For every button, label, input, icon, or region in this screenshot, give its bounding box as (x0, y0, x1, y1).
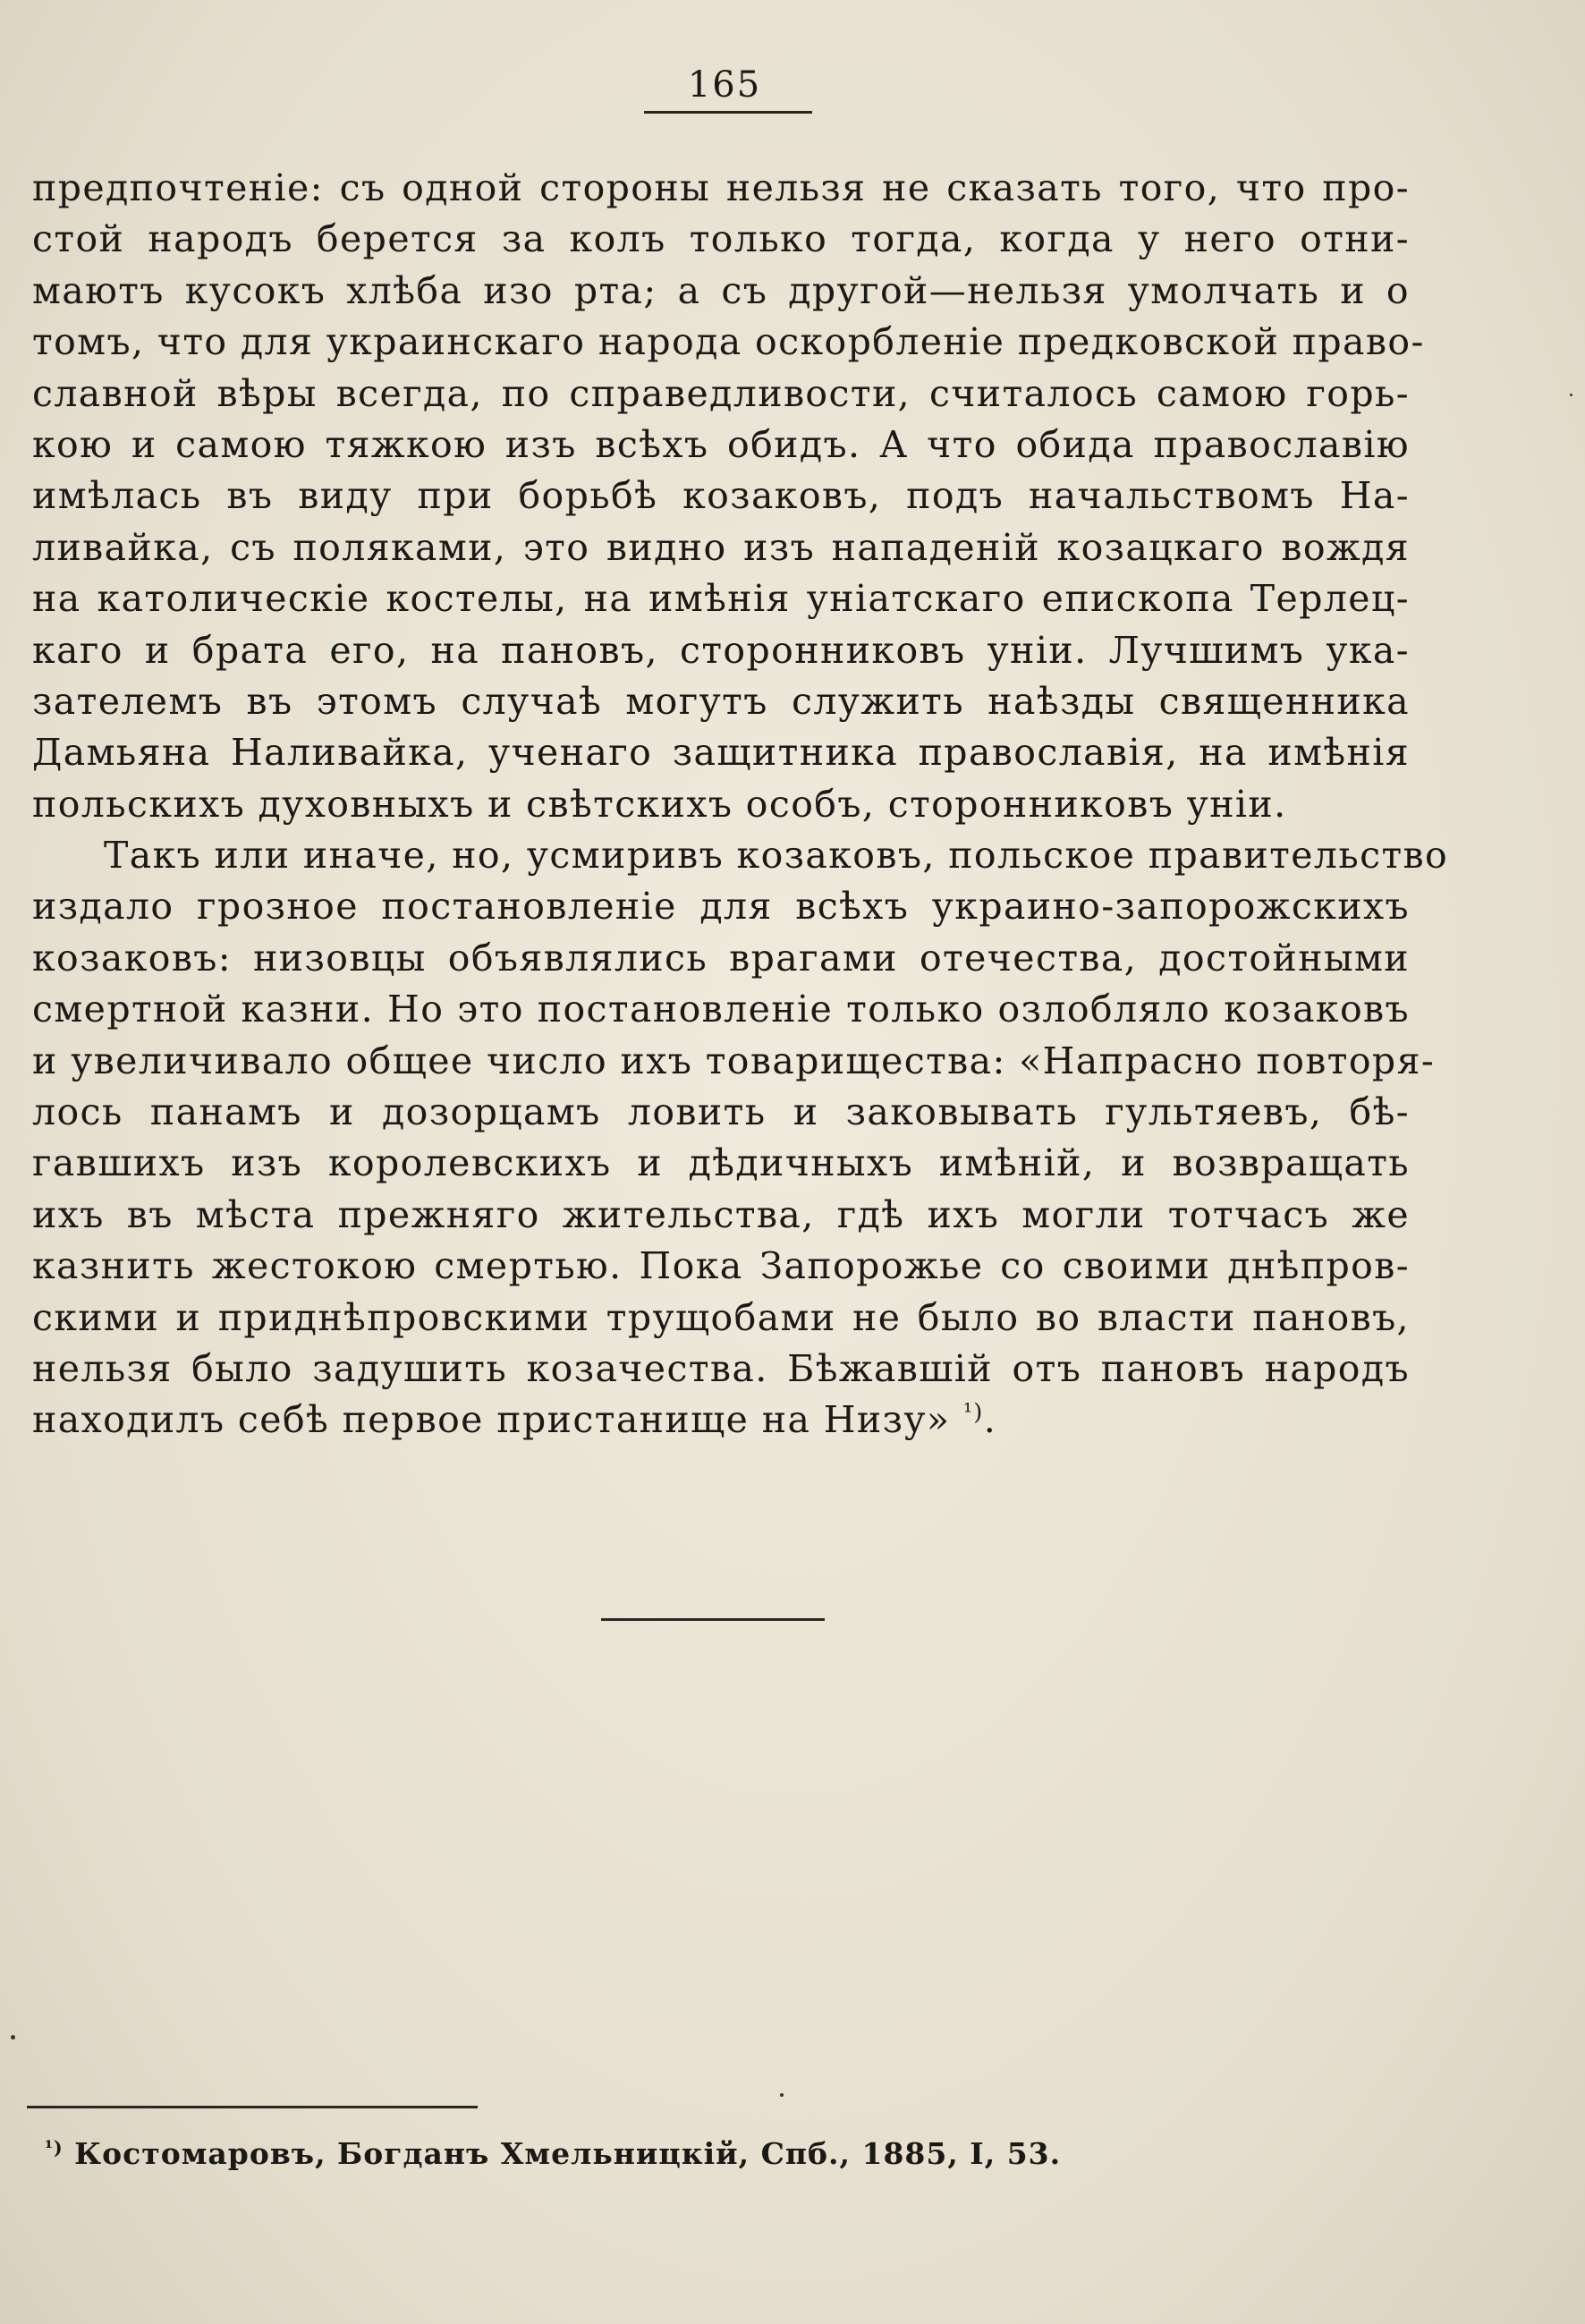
text-line: казнить жестокою смертью. Пока Запорожье со своими днѣпров- (32, 1244, 1410, 1288)
footnote-marker: ¹) (45, 2136, 64, 2159)
text-line: имѣлась въ виду при борьбѣ козаковъ, подъ начальствомъ На- (32, 474, 1410, 518)
paper-speck (780, 2093, 784, 2097)
text-line: польскихъ духовныхъ и свѣтскихъ особъ, сторонниковъ уніи. (32, 782, 1287, 826)
text-line: стой народъ берется за колъ только тогда, когда у него отни- (32, 217, 1410, 261)
text-line: издало грозное постановленіе для всѣхъ украино-запорожскихъ (32, 885, 1410, 929)
text-line: Такъ или иначе, но, усмиривъ козаковъ, польское правительство (104, 834, 1449, 878)
text-line: каго и брата его, на пановъ, сторонниковъ уніи. Лучшимъ ука- (32, 628, 1410, 672)
text-line: скими и приднѣпровскими трущобами не было во власти пановъ, (32, 1295, 1410, 1339)
footnote (45, 2136, 1208, 2172)
text-line: гавшихъ изъ королевскихъ и дѣдичныхъ имѣній, и возвращать (32, 1141, 1410, 1185)
footnote-text: Костомаровъ, Богданъ Хмельницкій, Спб., 1885, I, 53. (74, 2136, 1062, 2171)
text-line: лось панамъ и дозорцамъ ловить и заковывать гультяевъ, бѣ- (32, 1090, 1410, 1134)
text-line: славной вѣры всегда, по справедливости, считалось самою горь- (32, 371, 1410, 415)
text-line: козаковъ: низовцы объявлялись врагами отечества, достойными (32, 936, 1410, 980)
footnote-rule (27, 2106, 478, 2108)
body-text (32, 163, 1449, 1446)
text-line: смертной казни. Но это постановленіе только озлобляло козаковъ (32, 988, 1410, 1031)
text-line: томъ, что для украинскаго народа оскорбленіе предковской право- (32, 320, 1425, 364)
page-number: 165 (687, 64, 762, 106)
text-line: Дамьяна Наливайка, ученаго защитника православія, на имѣнія (32, 731, 1410, 775)
text-line-last: находилъ себѣ первое пристанище на Низу» $^{^1)}$. (32, 1398, 997, 1442)
footnote-reference[interactable]: ¹) (962, 1398, 984, 1426)
text-line: ихъ въ мѣста прежняго жительства, гдѣ ихъ могли тотчасъ же (32, 1192, 1410, 1236)
text-line: предпочтеніе: съ одной стороны нельзя не сказать того, что про- (32, 166, 1410, 209)
text-line: ливайка, съ поляками, это видно изъ нападеній козацкаго вождя (32, 525, 1410, 569)
text-line: нельзя было задушить козачества. Бѣжавшій отъ пановъ народъ (32, 1346, 1410, 1390)
section-divider (601, 1618, 825, 1621)
text-line: маютъ кусокъ хлѣба изо рта; а съ другой—нельзя умолчать и о (32, 268, 1410, 312)
text-line: зателемъ въ этомъ случаѣ могутъ служить наѣзды священника (32, 679, 1410, 723)
paper-speck (11, 2035, 15, 2040)
header-rule (644, 111, 812, 114)
text-line: и увеличивало общее число ихъ товарищества: «Напрасно повторя- (32, 1039, 1436, 1082)
text-line: на католическіе костелы, на имѣнія уніатскаго епископа Терлец- (32, 577, 1410, 621)
paper-speck (1570, 394, 1572, 396)
text-line-content: находилъ себѣ первое пристанище на Низу» (32, 1398, 951, 1442)
text-line: кою и самою тяжкою изъ всѣхъ обидъ. А что обида православію (32, 422, 1410, 466)
